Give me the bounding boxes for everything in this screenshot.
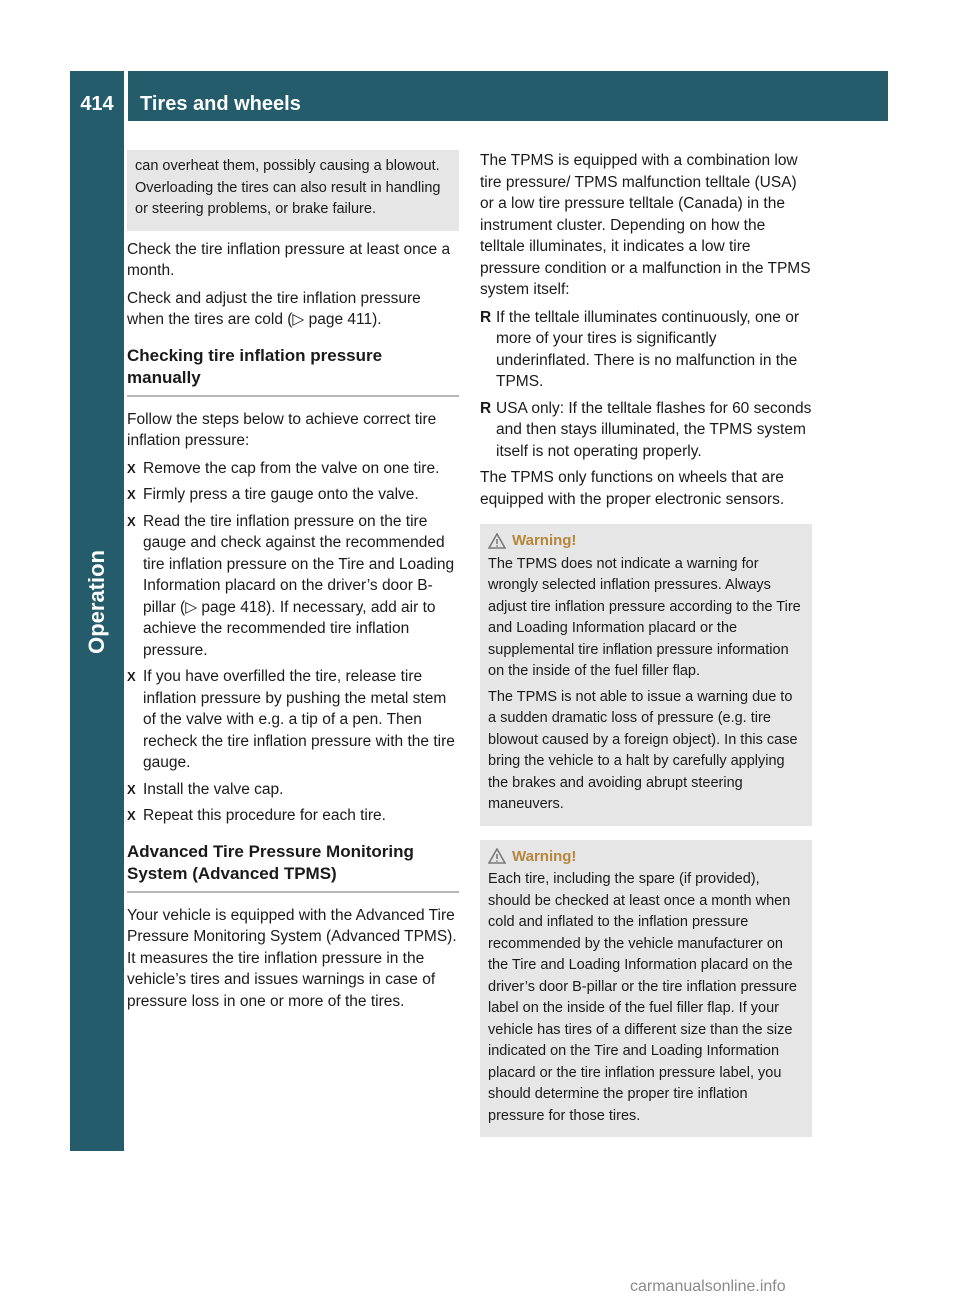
step-text: If you have overfilled the tire, release tire inflation pressure by pushing the metal stem of the valve with e.g. a tip of a pen. Then recheck the tire inflation pressure with the tire gauge. bbox=[143, 668, 455, 771]
step-text: Install the valve cap. bbox=[143, 780, 284, 798]
step-text: Firmly press a tire gauge onto the valve. bbox=[143, 486, 419, 503]
warning-header bbox=[488, 846, 804, 868]
warning-text: The TPMS is not able to issue a warning due to a sudden dramatic loss of pressure (e.g. tire blowout caused by a foreign object). In this case bring the vehicle to a halt by carefully applying the brakes and avoiding abrupt steering maneuvers. bbox=[488, 688, 798, 812]
warning-text: Each tire, including the spare (if provided), should be checked at least once a month when cold and inflated to the inflation pressure recommended by the vehicle manufacturer on the Tire and Loading Information placard on the driver’s door B-pillar or the tire inflation pressure label on the inside of the fuel filler flap. If your vehicle has tires of a different size than the size indicated on the Tire and Loading Information placard or the tire inflation pressure label, you should determine the proper tire inflation pressure for those tires. bbox=[488, 871, 797, 1124]
page-title: Tires and wheels bbox=[140, 93, 301, 115]
header-separator bbox=[124, 71, 128, 121]
right-column bbox=[480, 150, 812, 1137]
section-heading: Checking tire inflation pressure manually bbox=[127, 345, 459, 397]
page-number: 414 bbox=[80, 93, 114, 115]
step-text: Read the tire inflation pressure on the tire gauge and check against the recommended tire inflation pressure on the Tire and Loading Information placard on the driver’s door B-pillar (▷ page 418). If necessary, add air to achieve the recommended tire inflation pressure. bbox=[143, 512, 455, 659]
step-item bbox=[127, 805, 459, 827]
warning-triangle-icon bbox=[488, 848, 506, 864]
warning-header bbox=[488, 530, 804, 552]
paragraph: Check and adjust the tire inflation pressure when the tires are cold (▷ page 411). bbox=[127, 289, 421, 328]
paragraph: Your vehicle is equipped with the Advanced Tire Pressure Monitoring System (Advanced TPMS). It measures the tire inflation pressure in the vehicle’s tires and issues warnings in case of pressure loss in one or more of the tires. bbox=[127, 906, 457, 1010]
watermark: carmanualsonline.info bbox=[630, 1278, 786, 1295]
continued-warning-box bbox=[127, 150, 459, 231]
left-column bbox=[127, 150, 459, 1018]
step-marker: X bbox=[127, 487, 136, 502]
paragraph: Follow the steps below to achieve correct tire inflation pressure: bbox=[127, 410, 437, 449]
warning-box bbox=[480, 840, 812, 1138]
paragraph: Check the tire inflation pressure at least once a month. bbox=[127, 240, 451, 279]
step-marker: X bbox=[127, 781, 136, 797]
step-marker: X bbox=[127, 460, 136, 476]
warning-title: Warning! bbox=[512, 532, 577, 549]
warning-text: The TPMS does not indicate a warning for wrongly selected inflation pressures. Always adjust tire inflation pressure according to the Tire and Loading Information placard or the supplemental tire inflation pressure information on the inside of the fuel filler flap. bbox=[488, 555, 801, 679]
bullet-item bbox=[480, 307, 812, 393]
step-item bbox=[127, 779, 459, 801]
warning-title: Warning! bbox=[512, 847, 577, 865]
step-marker: X bbox=[127, 513, 136, 529]
step-marker: X bbox=[127, 669, 136, 684]
bullet-marker: R bbox=[480, 399, 492, 417]
bullet-text: USA only: If the telltale flashes for 60 seconds and then stays illuminated, the TPMS system itself is not operating properly. bbox=[496, 399, 812, 460]
step-item bbox=[127, 458, 459, 480]
step-text: Repeat this procedure for each tire. bbox=[143, 807, 386, 824]
bullet-marker: R bbox=[480, 308, 492, 326]
step-item bbox=[127, 484, 459, 506]
warning-triangle-icon bbox=[488, 533, 506, 549]
bullet-text: If the telltale illuminates continuously, one or more of your tires is significantly underinflated. There is no malfunction in the TPMS. bbox=[496, 308, 799, 390]
box-text: can overheat them, possibly causing a blowout. Overloading the tires can also result in handling or steering problems, or brake failure. bbox=[135, 158, 441, 217]
step-item bbox=[127, 666, 459, 774]
bullet-item bbox=[480, 398, 812, 463]
warning-box bbox=[480, 524, 812, 826]
side-tab-label: Operation bbox=[84, 550, 109, 654]
step-item bbox=[127, 511, 459, 662]
paragraph: The TPMS only functions on wheels that are equipped with the proper electronic sensors. bbox=[480, 469, 785, 508]
section-heading: Advanced Tire Pressure Monitoring System (Advanced TPMS) bbox=[127, 841, 459, 893]
paragraph: The TPMS is equipped with a combination low tire pressure/ TPMS malfunction telltale (USA) or a low tire pressure telltale (Canada) in the instrument cluster. Depending on how the telltale illuminates, it indicates a low tire pressure condition or a malfunction in the TPMS system itself: bbox=[480, 152, 811, 298]
step-marker: X bbox=[127, 808, 136, 823]
step-text: Remove the cap from the valve on one tire. bbox=[143, 459, 440, 477]
